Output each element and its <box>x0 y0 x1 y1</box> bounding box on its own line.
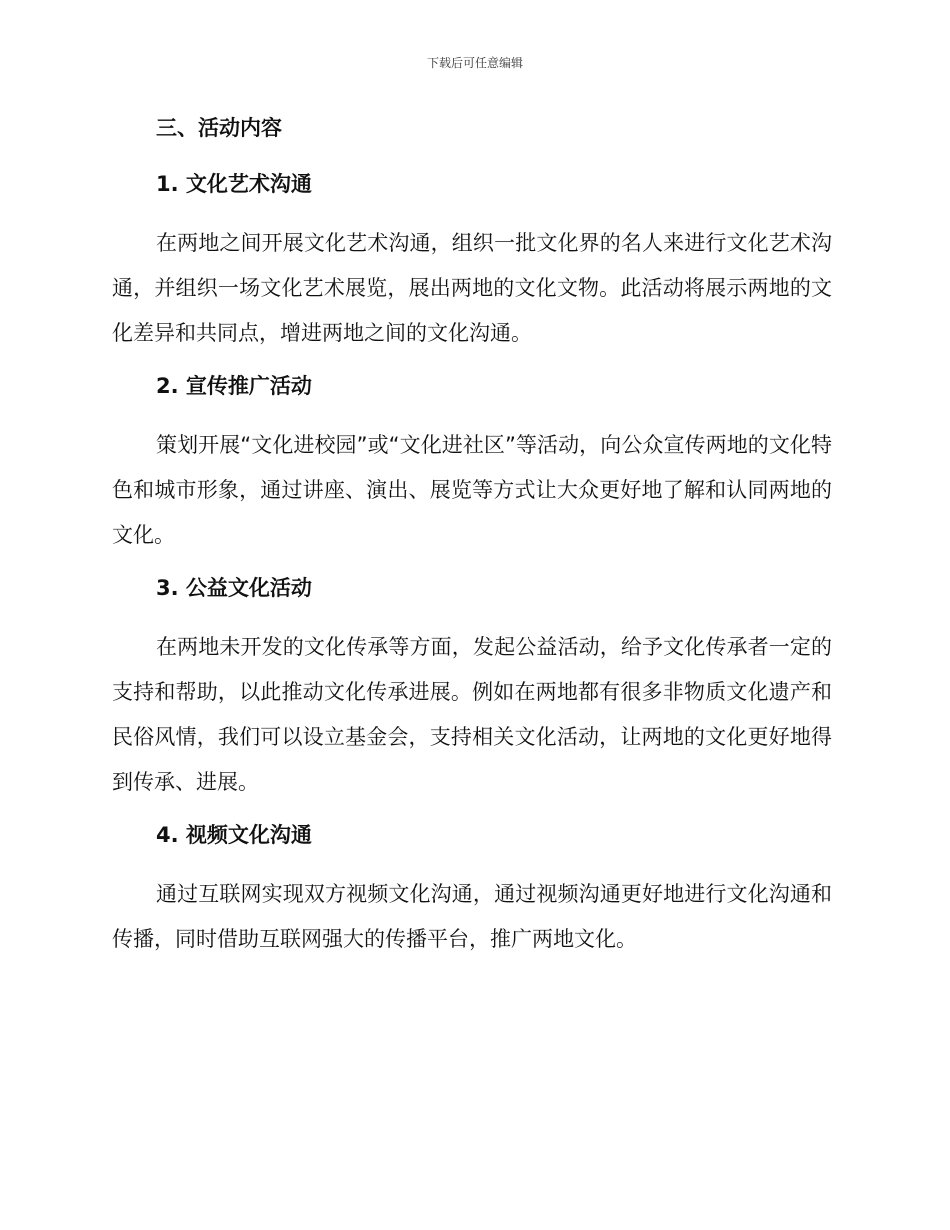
item-paragraph-2: 策划开展“文化进校园”或“文化进社区”等活动，向公众宣传两地的文化特色和城市形象，通过讲座、演出、展览等方式让大众更好地了解和认同两地的文化。 <box>112 433 832 547</box>
item-heading-2: 2. 宣传推广活动 <box>156 374 312 398</box>
item-paragraph-4: 通过互联网实现双方视频文化沟通，通过视频沟通更好地进行文化沟通和传播，同时借助互联网强大的传播平台，推广两地文化。 <box>112 882 832 951</box>
item-paragraph-3: 在两地未开发的文化传承等方面，发起公益活动，给予文化传承者一定的支持和帮助，以此推动文化传承进展。例如在两地都有很多非物质文化遗产和民俗风情，我们可以设立基金会，支持相关文化活动，让两地的文化更好地得到传承、进展。 <box>112 635 832 794</box>
item-heading-3: 3. 公益文化活动 <box>156 576 312 600</box>
page-header: 下载后可任意编辑 <box>426 56 523 70</box>
item-heading-4: 4. 视频文化沟通 <box>156 823 312 847</box>
document-body <box>112 112 832 976</box>
section-title: 三、活动内容 <box>156 116 282 140</box>
item-heading-1: 1. 文化艺术沟通 <box>156 172 312 196</box>
item-paragraph-1: 在两地之间开展文化艺术沟通，组织一批文化界的名人来进行文化艺术沟通，并组织一场文化艺术展览，展出两地的文化文物。此活动将展示两地的文化差异和共同点，增进两地之间的文化沟通。 <box>112 231 832 345</box>
